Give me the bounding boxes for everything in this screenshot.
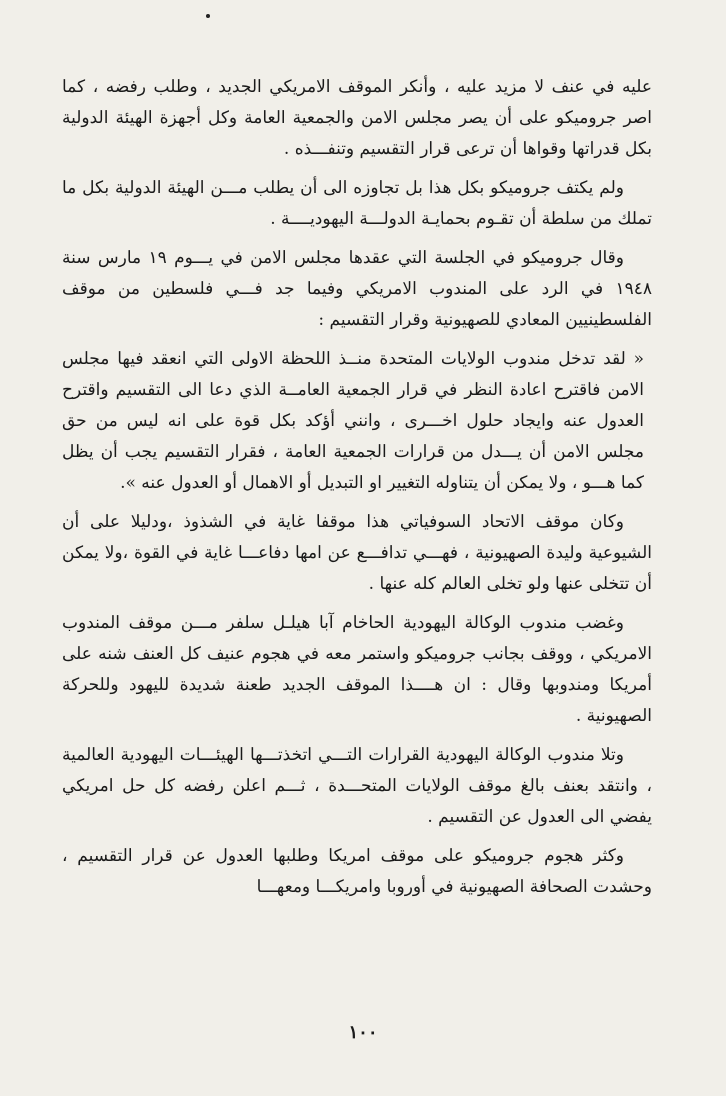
paragraph-2: ولم يكتف جروميكو بكل هذا بل تجاوزه الى أن يطلب مـــن الهيئة الدولية بكل ما تملك من سلطة أن تقـوم بحمايـة الدولـــة اليهوديــــة . xyxy=(62,178,652,229)
paragraph-8: وكثر هجوم جروميكو على موقف امريكا وطلبها العدول عن قرار التقسيم ، وحشدت الصحافة الصهيونية في أوروبا وامريكـــا ومعهـــا xyxy=(62,846,652,897)
paragraph-3: وقال جروميكو في الجلسة التي عقدها مجلس الامن في يـــوم ١٩ مارس سنة ١٩٤٨ في الرد على المندوب الامريكي وفيما جد فـــي فلسطين من موقف الفلسطينيين المعادي للصهيونية وقرار التقسيم : xyxy=(62,248,652,330)
ink-speck xyxy=(206,14,210,18)
paragraph-7: وتلا مندوب الوكالة اليهودية القرارات التـــي اتخذتـــها الهيئـــات اليهودية العالمية ، وانتقد بعنف بالغ موقف الولايات المتحـــدة ، ثـــم اعلن رفضه كل حل امريكي يفضي الى العدول عن التقسيم . xyxy=(62,745,652,827)
paragraph-6: وغضب مندوب الوكالة اليهودية الحاخام آبا هيلـل سلفر مـــن موقف المندوب الامريكي ، ووقف بجانب جروميكو واستمر معه في هجوم عنيف كل العنف شنه على أمريكا ومندوبها وقال : ان هــــذا الموقف الجديد طعنة شديدة لليهود وللحركة الصهيونية . xyxy=(62,613,652,726)
page-number: ١٠٠ xyxy=(348,1022,378,1043)
paragraph-1: عليه في عنف لا مزيد عليه ، وأنكر الموقف الامريكي الجديد ، وطلب رفضه ، كما اصر جروميكو على أن يصر مجلس الامن والجمعية العامة وكل أجهزة الهيئة الدولية بكل قدراتها وقواها أن ترعى قرار التقسيم وتنفـــذه . xyxy=(62,77,652,159)
quotation: « لقد تدخل مندوب الولايات المتحدة منــذ اللحظة الاولى التي انعقد فيها مجلس الامن فاقترح اعادة النظر في قرار الجمعية العامــة الذي دعا الى التقسيم واقترح العدول عنه وايجاد حلول اخـــرى ، وانني أؤكد بكل قوة على انه ليس من حق مجلس الامن أن يـــدل من قرارات الجمعية العامة ، فقرار التقسيم يجب أن يظل كما هـــو ، ولا يمكن أن يتناوله التغيير او التبديل أو الاهمال أو العدول عنه ». xyxy=(62,349,644,493)
paragraph-5: وكان موقف الاتحاد السوفياتي هذا موقفا غاية في الشذوذ ،ودليلا على أن الشيوعية وليدة الصهيونية ، فهـــي تدافـــع عن امها دفاعـــا غاية في القوة ،ولا يمكن أن تتخلى عنها ولو تخلى العالم كله عنها . xyxy=(62,512,652,594)
body-text xyxy=(62,72,652,911)
